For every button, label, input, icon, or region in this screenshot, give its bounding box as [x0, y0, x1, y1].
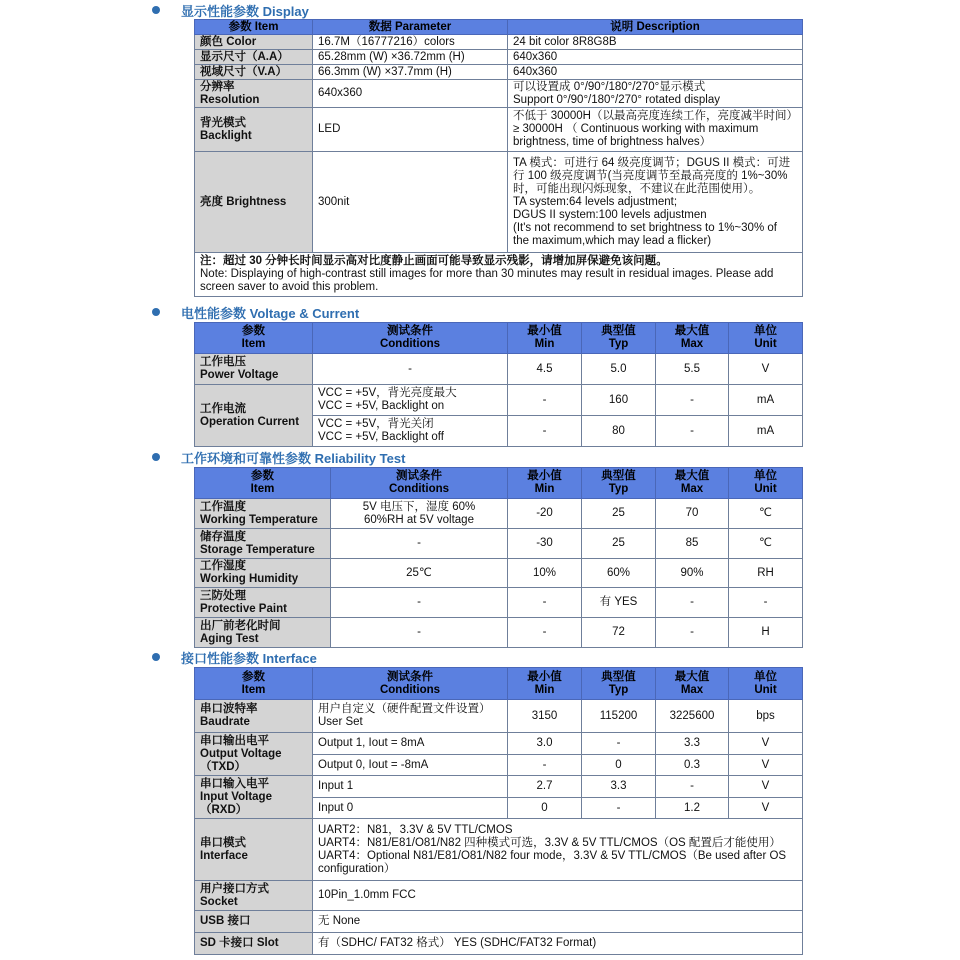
min-cell: 3.0	[508, 733, 582, 755]
table-row	[195, 50, 803, 65]
item-label-cn: 串口输出电平	[200, 734, 269, 747]
item-label	[195, 881, 313, 911]
header-cn: 最大值	[674, 325, 710, 337]
unit-cell: V	[729, 733, 803, 755]
header-cell	[656, 468, 729, 499]
table-row	[195, 35, 803, 50]
header-en: Conditions	[388, 483, 450, 495]
header-en: Unit	[754, 683, 777, 696]
header-cn: 最大值	[674, 670, 710, 683]
header-en: Typ	[608, 338, 629, 350]
param-cell: 66.3mm (W) ×37.7mm (H)	[313, 65, 508, 80]
typ-cell: 3.3	[582, 776, 656, 798]
section-title: 电性能参数 Voltage & Current	[181, 305, 360, 321]
table-header-row	[195, 20, 803, 35]
typ-cell: 有 YES	[582, 588, 656, 618]
item-label	[195, 529, 331, 559]
header-cn: 测试条件	[387, 670, 433, 683]
cond-line: 用户自定义（硬件配置文件设置）	[318, 703, 491, 715]
typ-cell: 25	[582, 529, 656, 559]
table-row	[195, 559, 803, 588]
reliability-table	[194, 467, 803, 648]
typ-cell: 25	[582, 499, 656, 529]
header-en: Min	[534, 483, 555, 495]
cond-line: VCC = +5V, Backlight off	[318, 431, 444, 443]
max-cell: -	[656, 416, 729, 447]
header-cn: 单位	[754, 670, 777, 683]
item-label	[195, 499, 331, 529]
item-label	[195, 819, 313, 881]
header-cn: 最小值	[527, 670, 562, 683]
desc-line: Support 0°/90°/180°/270° rotated display	[513, 93, 721, 106]
item-label-cn: 储存温度	[200, 530, 246, 543]
header-cell	[508, 468, 582, 499]
cond-line: VCC = +5V，背光亮度最大	[318, 387, 457, 399]
table-row	[195, 80, 803, 108]
table-row	[195, 618, 803, 648]
header-en: Conditions	[379, 683, 441, 696]
item-label: 亮度 Brightness	[195, 152, 313, 253]
item-label-en: （RXD）	[200, 803, 248, 816]
item-label-en: （TXD）	[200, 760, 246, 773]
table-row	[195, 700, 803, 733]
header-cell	[313, 668, 508, 700]
header-en: Min	[534, 683, 555, 696]
header-cn: 最小值	[527, 470, 562, 482]
unit-cell: H	[729, 618, 803, 648]
mode-cell	[313, 819, 803, 881]
cond-cell: 25℃	[331, 559, 508, 588]
header-cn: 最大值	[674, 470, 710, 482]
min-cell: -20	[508, 499, 582, 529]
item-label	[195, 776, 313, 819]
max-cell: -	[656, 588, 729, 618]
header-cell	[313, 323, 508, 354]
unit-cell: ℃	[729, 499, 803, 529]
table-row	[195, 152, 803, 253]
max-cell: -	[656, 385, 729, 416]
header-cn: 参数	[251, 470, 274, 482]
note-line: Note: Displaying of high-contrast still images for more than 30 minutes may result in residual images. Please add	[200, 268, 774, 280]
unit-cell: V	[729, 798, 803, 819]
table-row	[195, 733, 803, 755]
item-label-en: Backlight	[200, 129, 252, 142]
desc-line: ≥ 30000H （ Continuous working with maximum	[513, 123, 759, 135]
unit-cell: V	[729, 776, 803, 798]
header-cn: 测试条件	[396, 470, 442, 482]
header-en: Typ	[608, 683, 629, 696]
table-row	[195, 933, 803, 955]
item-label	[195, 108, 313, 152]
item-label	[195, 588, 331, 618]
interface-table	[194, 667, 803, 955]
table-header-row	[195, 468, 803, 499]
item-label-cn: 出厂前老化时间	[200, 619, 281, 632]
item-label-en: Power Voltage	[200, 369, 279, 381]
typ-cell: -	[582, 798, 656, 819]
min-cell: 4.5	[508, 354, 582, 385]
header-en: Unit	[754, 483, 777, 495]
header-cn: 典型值	[601, 470, 636, 482]
desc-line: brightness, time of brightness halves）	[513, 136, 712, 148]
desc-line: 可以设置成 0°/90°/180°/270°显示模式	[513, 80, 706, 93]
table-row	[195, 65, 803, 80]
desc-cell: 24 bit color 8R8G8B	[508, 35, 803, 50]
header-cell: 参数 Item	[195, 20, 313, 35]
header-cell: 说明 Description	[508, 20, 803, 35]
unit-cell: RH	[729, 559, 803, 588]
typ-cell: 160	[582, 385, 656, 416]
item-label-cn: 背光模式	[200, 116, 246, 129]
item-label-cn: 工作湿度	[200, 560, 246, 572]
header-cell	[195, 323, 313, 354]
desc-line: (It's not recommend to set brightness to 1%~30% of	[513, 221, 777, 234]
typ-cell: 5.0	[582, 354, 656, 385]
header-cell	[508, 323, 582, 354]
item-label-en: Resolution	[200, 93, 260, 106]
section-title: 显示性能参数 Display	[181, 3, 309, 19]
section-voltage-heading	[152, 303, 359, 321]
cond-cell: Input 1	[313, 776, 508, 798]
item-label-cn: 分辨率	[200, 80, 235, 93]
header-cell	[656, 323, 729, 354]
header-cell	[729, 668, 803, 700]
header-en: Typ	[608, 483, 629, 495]
item-label	[195, 700, 313, 733]
header-cn: 最小值	[527, 325, 562, 337]
item-label: SD 卡接口 Slot	[195, 933, 313, 955]
item-label-en: Socket	[200, 895, 238, 908]
header-cell	[729, 468, 803, 499]
desc-cell: 640x360	[508, 65, 803, 80]
header-cell	[656, 668, 729, 700]
item-label-en: Baudrate	[200, 716, 250, 728]
item-label-en: Protective Paint	[200, 602, 287, 615]
cond-cell	[313, 700, 508, 733]
min-cell: -	[508, 755, 582, 776]
typ-cell: 72	[582, 618, 656, 648]
cond-cell: Output 1, Iout = 8mA	[313, 733, 508, 755]
item-label: 颜色 Color	[195, 35, 313, 50]
desc-line: 不低于 30000H（以最高亮度连续工作，亮度减半时间）	[513, 110, 798, 122]
max-cell: 3.3	[656, 733, 729, 755]
cond-cell	[313, 385, 508, 416]
max-cell: 1.2	[656, 798, 729, 819]
item-label-en: Working Temperature	[200, 513, 318, 526]
item-label-en: Working Humidity	[200, 573, 299, 585]
typ-cell: -	[582, 733, 656, 755]
header-en: Max	[680, 483, 704, 495]
desc-cell	[508, 108, 803, 152]
header-cell	[582, 323, 656, 354]
item-label-cn: 用户接口方式	[200, 882, 269, 895]
section-reliability-heading	[152, 448, 405, 466]
header-en: Min	[534, 338, 555, 350]
mode-line: UART4：N81/E81/O81/N82 四种模式可选，3.3V & 5V TTL/CMOS（OS 配置后才能使用）	[318, 836, 781, 849]
desc-line: TA system:64 levels adjustment;	[513, 195, 678, 208]
cond-line: 5V 电压下，湿度 60%	[362, 500, 476, 513]
item-label	[195, 733, 313, 776]
min-cell: -	[508, 385, 582, 416]
min-cell: -	[508, 416, 582, 447]
max-cell: 90%	[656, 559, 729, 588]
cond-line: VCC = +5V, Backlight on	[318, 400, 445, 412]
cond-cell: -	[331, 588, 508, 618]
table-row	[195, 499, 803, 529]
item-label	[195, 385, 313, 447]
mode-line: UART4：Optional N81/E81/O81/N82 four mode，3.3V & 5V TTL/CMOS（Be used after OS	[318, 849, 787, 862]
min-cell: -30	[508, 529, 582, 559]
desc-line: 时，可能出现闪烁现象，不建议在此范围使用）。	[513, 182, 761, 195]
unit-cell: V	[729, 354, 803, 385]
header-en: Conditions	[379, 338, 441, 350]
item-label: USB 接口	[195, 911, 313, 933]
cond-line: User Set	[318, 716, 363, 728]
desc-cell	[508, 152, 803, 253]
max-cell: 5.5	[656, 354, 729, 385]
sd-cell: 有（SDHC/ FAT32 格式） YES (SDHC/FAT32 Format)	[313, 933, 803, 955]
min-cell: 3150	[508, 700, 582, 733]
header-cell	[729, 323, 803, 354]
cond-cell: Output 0, Iout = -8mA	[313, 755, 508, 776]
note-cell	[195, 253, 803, 297]
unit-cell: -	[729, 588, 803, 618]
item-label-en: Input Voltage	[200, 790, 272, 803]
param-cell: LED	[313, 108, 508, 152]
item-label-cn: 串口模式	[200, 836, 246, 849]
item-label-en: Storage Temperature	[200, 543, 315, 556]
usb-cell: 无 None	[313, 911, 803, 933]
table-row	[195, 911, 803, 933]
param-cell: 300nit	[313, 152, 508, 253]
table-row	[195, 776, 803, 798]
header-cn: 参数	[242, 325, 265, 337]
unit-cell: mA	[729, 385, 803, 416]
bullet-icon	[152, 308, 160, 316]
section-display-heading	[152, 1, 309, 19]
desc-line: TA 模式：可进行 64 级亮度调节；DGUS II 模式：可进	[513, 156, 791, 169]
unit-cell: V	[729, 755, 803, 776]
header-cell	[195, 468, 331, 499]
header-cell	[195, 668, 313, 700]
unit-cell: bps	[729, 700, 803, 733]
max-cell: 3225600	[656, 700, 729, 733]
cond-cell	[313, 416, 508, 447]
min-cell: 0	[508, 798, 582, 819]
note-row	[195, 253, 803, 297]
item-label-en: Operation Current	[200, 415, 300, 428]
max-cell: 70	[656, 499, 729, 529]
min-cell: 10%	[508, 559, 582, 588]
desc-line: DGUS II system:100 levels adjustmen	[513, 208, 707, 221]
mode-line: configuration）	[318, 862, 396, 875]
desc-cell: 640x360	[508, 50, 803, 65]
typ-cell: 60%	[582, 559, 656, 588]
param-cell: 16.7M（16777216）colors	[313, 35, 508, 50]
table-header-row	[195, 323, 803, 354]
item-label-cn: 工作电压	[200, 356, 246, 368]
param-cell: 640x360	[313, 80, 508, 108]
header-cell	[582, 668, 656, 700]
cond-cell: Input 0	[313, 798, 508, 819]
item-label-en: Aging Test	[200, 632, 259, 645]
desc-cell	[508, 80, 803, 108]
cond-cell: -	[331, 618, 508, 648]
max-cell: 85	[656, 529, 729, 559]
item-label-en: Output Voltage	[200, 747, 282, 760]
section-title: 工作环境和可靠性参数 Reliability Test	[181, 450, 406, 466]
mode-line: UART2：N81，3.3V & 5V TTL/CMOS	[318, 823, 513, 836]
header-en: Unit	[754, 338, 777, 350]
header-cn: 参数	[242, 670, 265, 683]
bullet-icon	[152, 653, 160, 661]
header-cn: 单位	[754, 325, 777, 337]
header-cell	[331, 468, 508, 499]
item-label-cn: 工作温度	[200, 500, 246, 513]
header-en: Item	[241, 338, 266, 350]
header-cn: 单位	[754, 470, 777, 482]
bullet-icon	[152, 6, 160, 14]
item-label-cn: 串口波特率	[200, 703, 258, 715]
header-en: Item	[250, 483, 275, 495]
table-row	[195, 881, 803, 911]
max-cell: 0.3	[656, 755, 729, 776]
display-table	[194, 19, 803, 297]
header-en: Item	[241, 683, 266, 696]
param-cell: 65.28mm (W) ×36.72mm (H)	[313, 50, 508, 65]
table-row	[195, 588, 803, 618]
header-en: Max	[680, 683, 704, 696]
item-label: 显示尺寸（A.A）	[195, 50, 313, 65]
max-cell: -	[656, 776, 729, 798]
table-row	[195, 385, 803, 416]
cond-cell: -	[313, 354, 508, 385]
item-label-cn: 三防处理	[200, 589, 246, 602]
voltage-table	[194, 322, 803, 447]
item-label-cn: 工作电流	[200, 402, 246, 415]
min-cell: 2.7	[508, 776, 582, 798]
typ-cell: 115200	[582, 700, 656, 733]
note-line: screen saver to avoid this problem.	[200, 281, 379, 293]
header-cn: 典型值	[601, 325, 636, 337]
bullet-icon	[152, 453, 160, 461]
item-label	[195, 354, 313, 385]
unit-cell: mA	[729, 416, 803, 447]
table-header-row	[195, 668, 803, 700]
item-label-cn: 串口输入电平	[200, 777, 269, 790]
min-cell: -	[508, 618, 582, 648]
unit-cell: ℃	[729, 529, 803, 559]
typ-cell: 80	[582, 416, 656, 447]
socket-cell: 10Pin_1.0mm FCC	[313, 881, 803, 911]
cond-line: VCC = +5V，背光关闭	[318, 418, 434, 430]
cond-cell	[331, 499, 508, 529]
cond-cell: -	[331, 529, 508, 559]
header-en: Max	[680, 338, 704, 350]
header-cell	[508, 668, 582, 700]
table-row	[195, 108, 803, 152]
desc-line: the maximum,which may lead a flicker)	[513, 234, 712, 247]
item-label	[195, 559, 331, 588]
table-row	[195, 819, 803, 881]
header-cell: 数据 Parameter	[313, 20, 508, 35]
cond-line: 60%RH at 5V voltage	[364, 513, 474, 526]
header-cn: 测试条件	[387, 325, 433, 337]
desc-line: 行 100 级亮度调节(当亮度调节至最高亮度的 1%~30%	[513, 169, 788, 182]
item-label	[195, 618, 331, 648]
item-label-en: Interface	[200, 849, 248, 862]
header-cell	[582, 468, 656, 499]
item-label: 视域尺寸（V.A）	[195, 65, 313, 80]
header-cn: 典型值	[601, 670, 636, 683]
min-cell: -	[508, 588, 582, 618]
section-title: 接口性能参数 Interface	[181, 650, 317, 666]
table-row	[195, 354, 803, 385]
note-line: 注：超过 30 分钟长时间显示高对比度静止画面可能导致显示残影，请增加屏保避免该问题。	[200, 255, 668, 267]
section-interface-heading	[152, 648, 317, 666]
item-label	[195, 80, 313, 108]
typ-cell: 0	[582, 755, 656, 776]
table-row	[195, 529, 803, 559]
max-cell: -	[656, 618, 729, 648]
